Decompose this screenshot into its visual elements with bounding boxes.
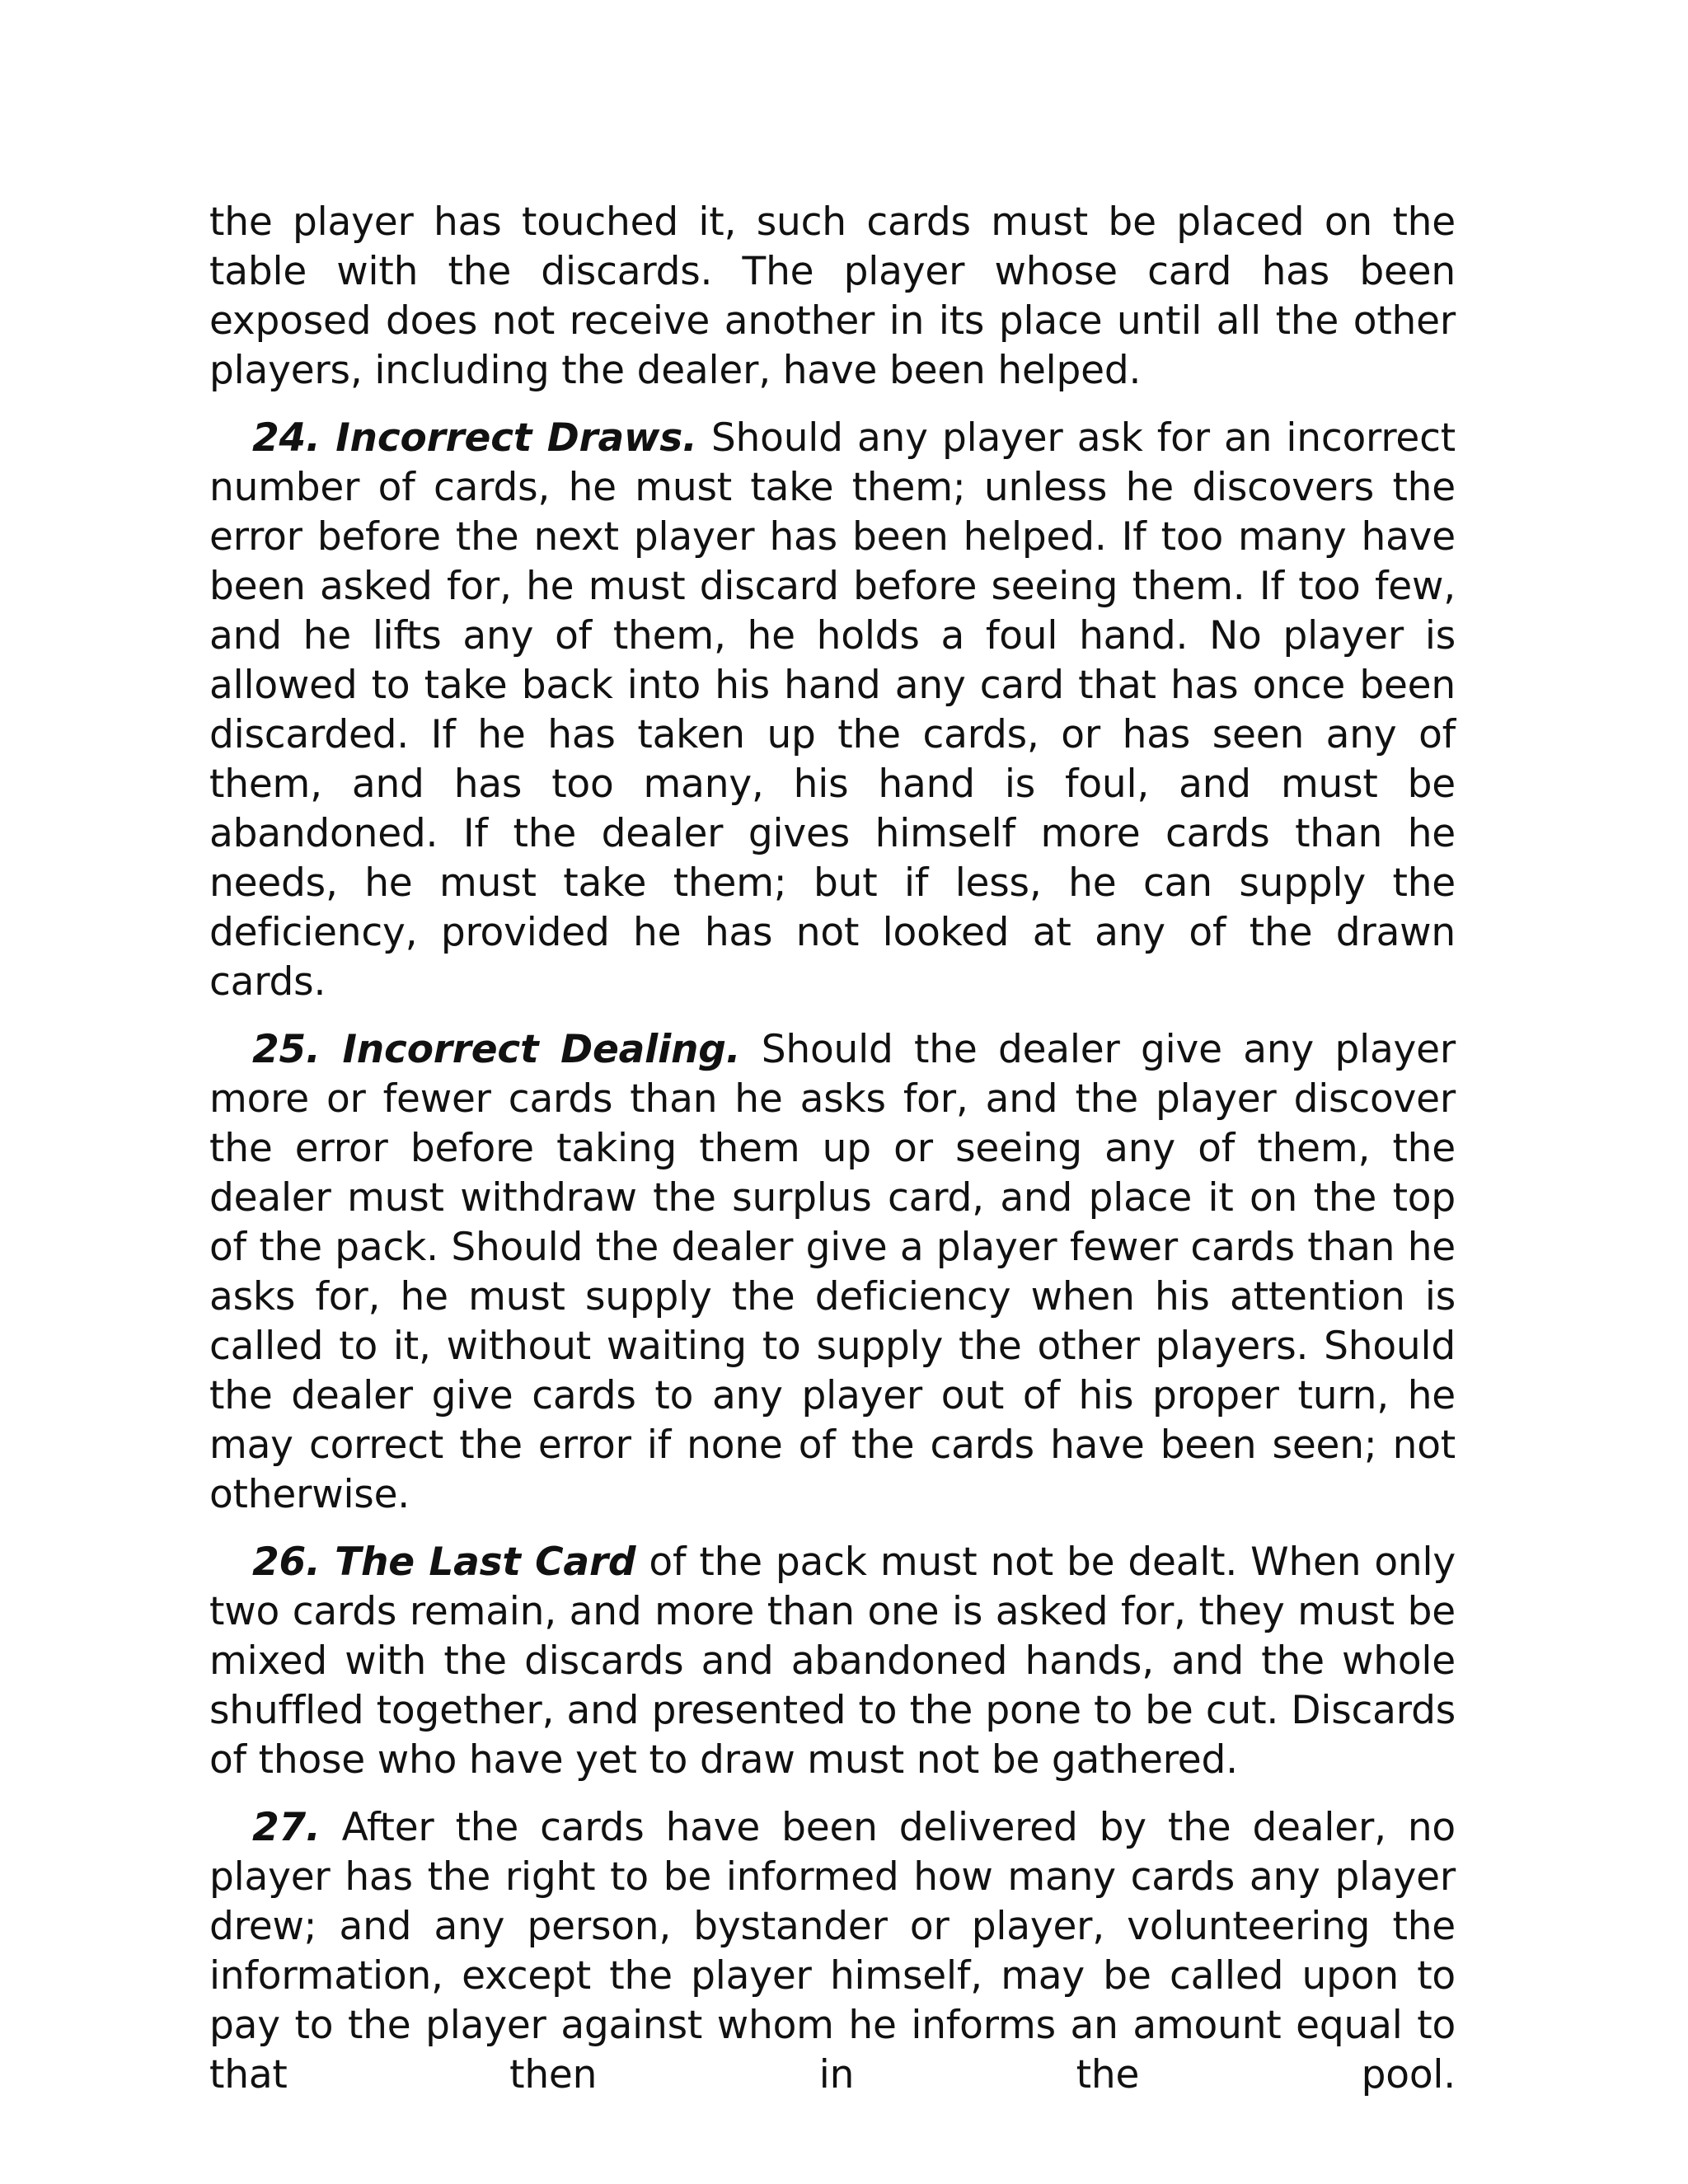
rule-heading: 24. Incorrect Draws. xyxy=(252,415,697,461)
document-page xyxy=(209,198,1456,2118)
paragraph-text: Should any player ask for an incorrect number of cards, he must take them; unless he discovers the error before the next player has been helped. If too many have been asked for, he must discard before seeing them. If too few, and he lifts any of them, he holds a foul hand. No player is allowed to take back into his hand any card that has once been discarded. If he has taken up the cards, or has seen any of them, and has too many, his hand is foul, and must be abandoned. If the dealer gives himself more cards than he needs, he must take them; but if less, he can supply the deficiency, provided he has not looked at any of the drawn cards. xyxy=(209,415,1456,1005)
paragraph-rule-27 xyxy=(209,1803,1456,2100)
paragraph-text: After the cards have been delivered by the dealer, no player has the right to be informed how many cards any player drew; and any person, bystander or player, volunteering the information, except the player himself, may be called upon to pay to the player against whom he informs an amount equal to that then in the pool. xyxy=(209,1805,1456,2097)
paragraph-text: Should the dealer give any player more or fewer cards than he asks for, and the player discover the error before taking them up or seeing any of them, the dealer must withdraw the surplus card, and place it on the top of the pack. Should the dealer give a player fewer cards than he asks for, he must supply the deficiency when his attention is called to it, without waiting to supply the other players. Should the dealer give cards to any player out of his proper turn, he may correct the error if none of the cards have been seen; not otherwise. xyxy=(209,1027,1456,1517)
paragraph-rule-24 xyxy=(209,414,1456,1007)
paragraph-rule-26 xyxy=(209,1538,1456,1785)
paragraph-text: of the pack must not be dealt. When only two cards remain, and more than one is asked for, they must be mixed with the discards and abandoned hands, and the whole shuffled together, and presented to the pone to be cut. Discards of those who have yet to draw must not be gathered. xyxy=(209,1540,1456,1783)
paragraph-continuation xyxy=(209,198,1456,396)
paragraph-text: the player has touched it, such cards must be placed on the table with the discards. The player whose card has been exposed does not receive another in its place until all the other players, including the dealer, have been helped. xyxy=(209,199,1456,393)
paragraph-rule-25 xyxy=(209,1025,1456,1520)
rule-heading: 27. xyxy=(252,1805,321,1850)
rule-heading: 26. The Last Card xyxy=(252,1540,636,1585)
rule-heading: 25. Incorrect Dealing. xyxy=(252,1027,741,1072)
